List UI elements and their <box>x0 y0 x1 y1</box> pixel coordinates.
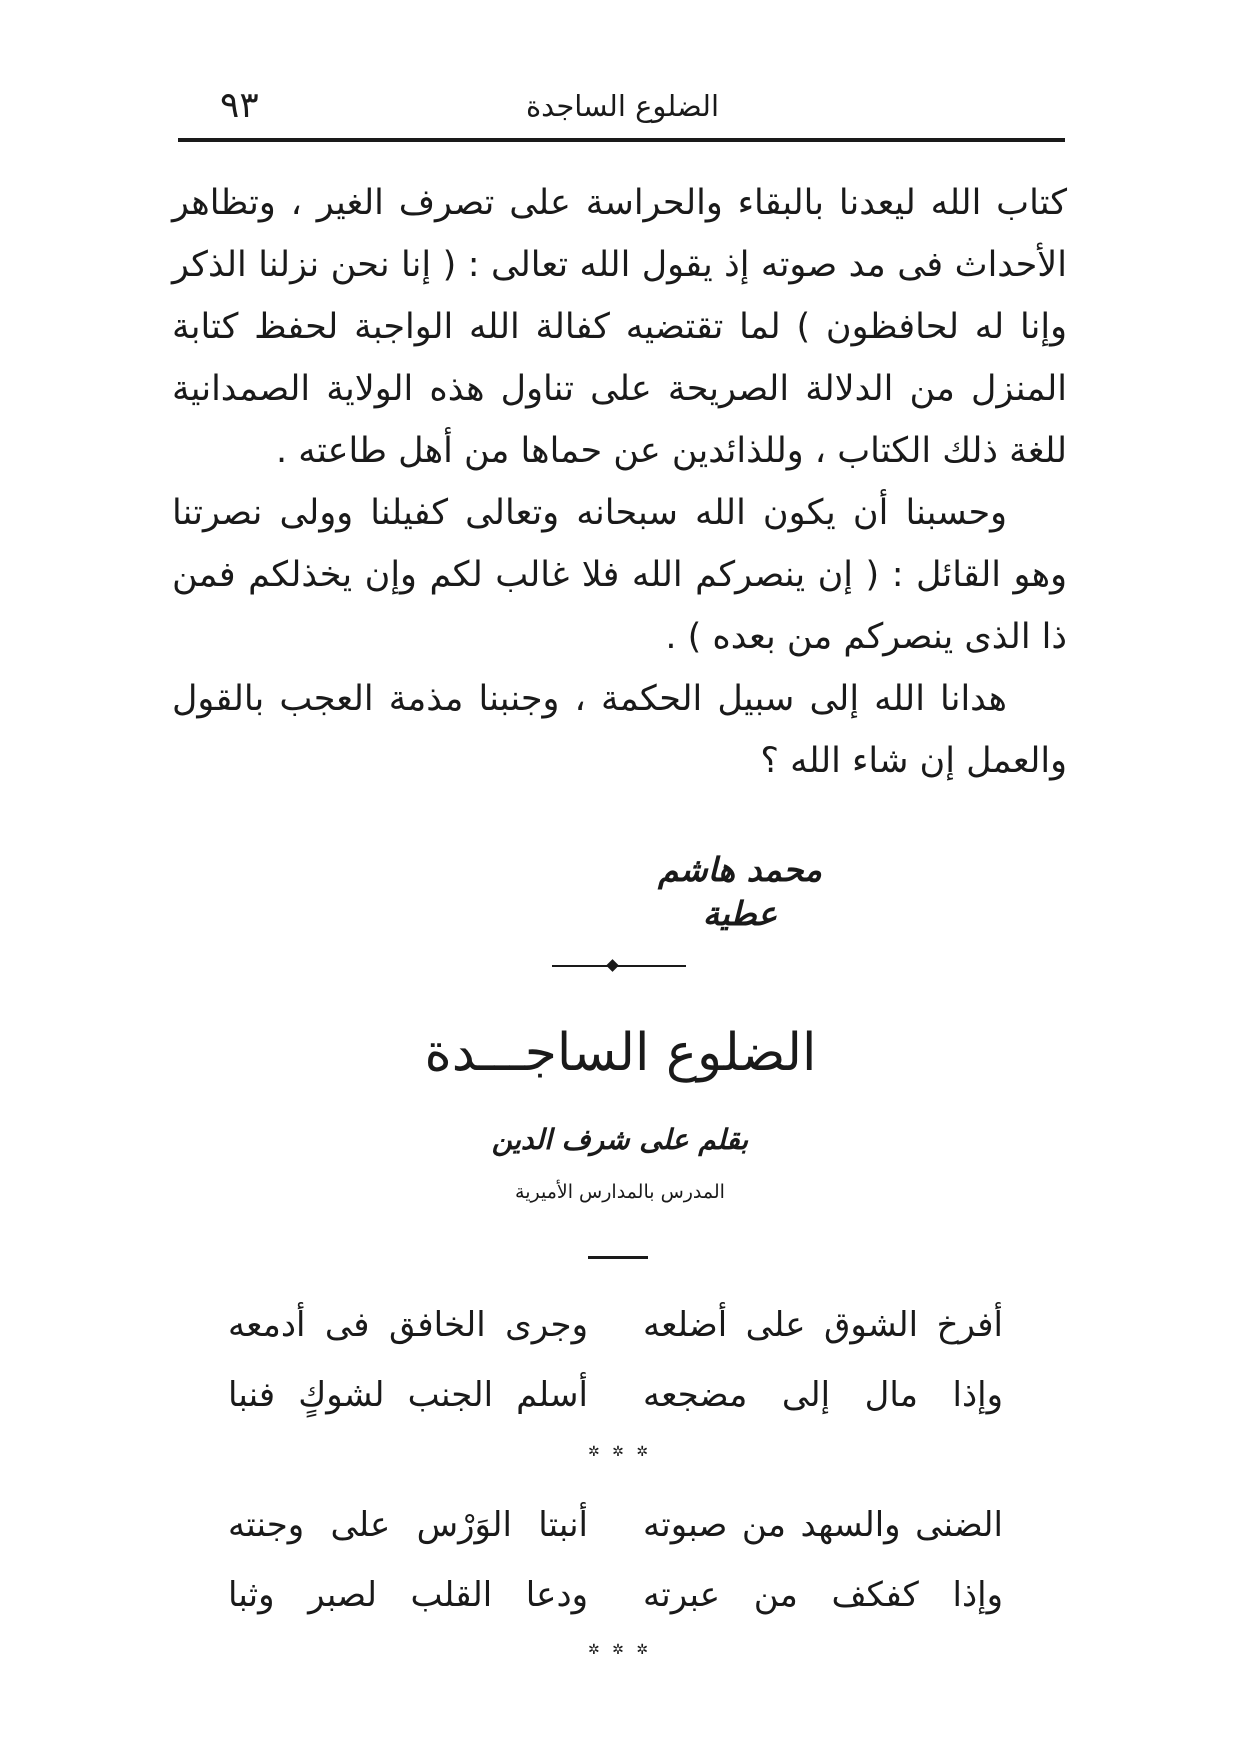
hemistich-second: أنبتا الوَرْس على وجنته <box>228 1505 588 1545</box>
section-divider-ornament <box>552 960 686 972</box>
hemistich-first: وإذا كفكف من عبرته <box>643 1575 1003 1615</box>
verse-line <box>228 1290 1003 1360</box>
hemistich-first: وإذا مال إلى مضجعه <box>643 1375 1003 1415</box>
verse-line <box>228 1490 1003 1560</box>
paragraph: وحسبنا أن يكون الله سبحانه وتعالى كفيلنا وولى نصرتنا وهو القائل : ( إن ينصركم الله فلا غالب لكم وإن يخذلكم فمن ذا الذى ينصركم من بعده ) . <box>172 493 1067 657</box>
poem-title: الضلوع الساجـــدة <box>424 1023 817 1083</box>
author-role: المدرس بالمدارس الأميرية <box>515 1181 725 1203</box>
page-number: ٩٣ <box>220 85 259 126</box>
poem-stanza <box>228 1490 1003 1630</box>
hemistich-first: الضنى والسهد من صبوته <box>643 1505 1003 1545</box>
title-rule <box>588 1256 648 1259</box>
stanza-separator: ✲ ✲ ✲ <box>587 1444 653 1460</box>
hemistich-second: أسلم الجنب لشوكٍ فنبا <box>228 1375 588 1415</box>
prose-body <box>172 172 1067 792</box>
hemistich-second: وجرى الخافق فى أدمعه <box>228 1305 588 1345</box>
running-header <box>180 86 1065 136</box>
hemistich-first: أفرخ الشوق على أضلعه <box>643 1305 1003 1345</box>
running-title: الضلوع الساجدة <box>525 89 720 123</box>
poem-stanza <box>228 1290 1003 1430</box>
paragraph: كتاب الله ليعدنا بالبقاء والحراسة على تصرف الغير ، وتظاهر الأحداث فى مد صوته إذ يقول الله تعالى : ( إنا نحن نزلنا الذكر وإنا له لحافظون ) لما تقتضيه كفالة الله الواجبة لحفظ كتابة المنزل من الدلالة الصريحة على تناول هذه الولاية الصمدانية للغة ذلك الكتاب ، وللذائدين عن حماها من أهل طاعته . <box>172 183 1067 471</box>
author-signature: محمد هاشم عطية <box>658 850 822 933</box>
divider-diamond-icon <box>606 959 619 972</box>
poem-byline: بقلم على شرف الدين <box>491 1123 749 1156</box>
header-rule <box>178 138 1065 142</box>
paragraph: هدانا الله إلى سبيل الحكمة ، وجنبنا مذمة العجب بالقول والعمل إن شاء الله ؟ <box>172 679 1067 781</box>
verse-line <box>228 1360 1003 1430</box>
hemistich-second: ودعا القلب لصبر وثبا <box>228 1575 588 1615</box>
stanza-separator: ✲ ✲ ✲ <box>587 1642 653 1658</box>
verse-line <box>228 1560 1003 1630</box>
